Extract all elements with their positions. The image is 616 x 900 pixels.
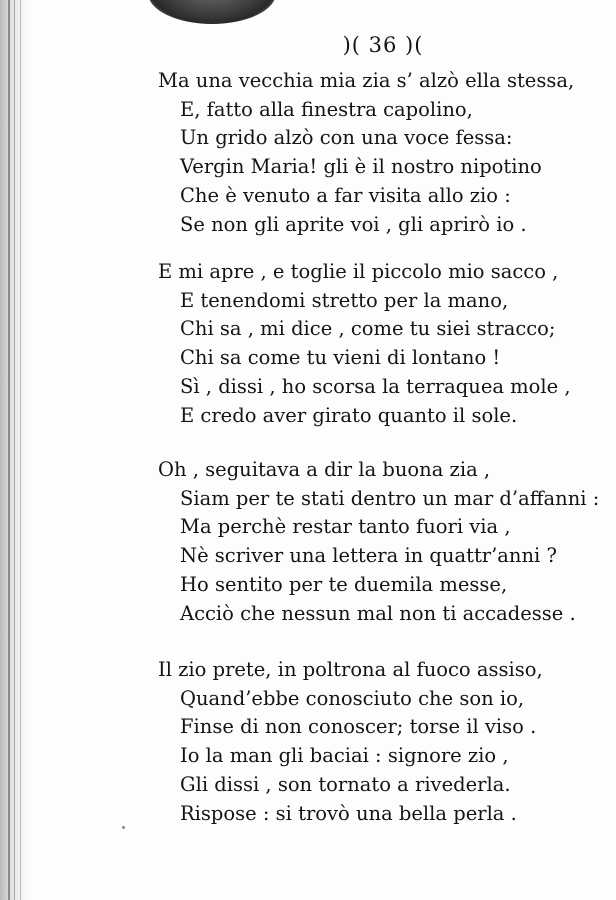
page-number: )( 36 )( — [342, 33, 424, 57]
verse-line: Chi sa come tu vieni di lontano ! — [180, 346, 501, 370]
verse-line: Ma perchè restar tanto fuori via , — [180, 515, 511, 539]
verse-line: Ho sentito per te duemila messe, — [180, 572, 508, 596]
verse-line: Se non gli aprite voi , gli aprirò io . — [180, 212, 527, 236]
binding-edge-line — [20, 0, 21, 900]
verse-line: E, fatto alla finestra capolino, — [180, 97, 473, 121]
stanza-3 — [158, 456, 608, 628]
verse-line: Oh , seguitava a dir la buona zia , — [158, 458, 491, 481]
verse-line: Un grido alzò con una voce fessa: — [180, 126, 513, 150]
verse-line: Che è venuto a far visita allo zio : — [180, 183, 511, 207]
verse-line: Finse di non conoscer; torse il viso . — [180, 715, 537, 739]
verse-line: Ma una vecchia mia zia s’ alzò ella stessa, — [158, 69, 575, 92]
scan-artifact-blob — [148, 0, 276, 24]
binding-edge-line — [8, 0, 10, 900]
stanza-1 — [158, 67, 608, 239]
verse-line: E mi apre , e toglie il piccolo mio sacco , — [158, 260, 559, 283]
binding-edge-line — [14, 0, 15, 900]
verse-line: Rispose : si trovò una bella perla . — [180, 801, 517, 825]
verse-line: E tenendomi stretto per la mano, — [180, 288, 509, 312]
verse-line: Chi sa , mi dice , come tu siei stracco; — [180, 317, 556, 341]
page-binding-shadow — [0, 0, 30, 900]
verse-line: Quand’ebbe conosciuto che son io, — [180, 686, 525, 710]
verse-line: Gli dissi , son tornato a rivederla. — [180, 772, 511, 796]
stanza-2 — [158, 258, 608, 430]
scan-speck — [122, 826, 125, 829]
verse-line: Io la man gli baciai : signore zio , — [180, 744, 509, 768]
verse-line: Vergin Maria! gli è il nostro nipotino — [180, 155, 542, 179]
stanza-4 — [158, 656, 608, 828]
verse-line: Sì , dissi , ho scorsa la terraquea mole , — [180, 374, 571, 398]
verse-line: Siam per te stati dentro un mar d’affanni : — [180, 486, 600, 510]
verse-line: Il zio prete, in poltrona al fuoco assiso, — [158, 658, 543, 681]
verse-line: Acciò che nessun mal non ti accadesse . — [180, 601, 576, 625]
verse-line: E credo aver girato quanto il sole. — [180, 403, 518, 427]
verse-line: Nè scriver una lettera in quattr’anni ? — [180, 544, 557, 568]
